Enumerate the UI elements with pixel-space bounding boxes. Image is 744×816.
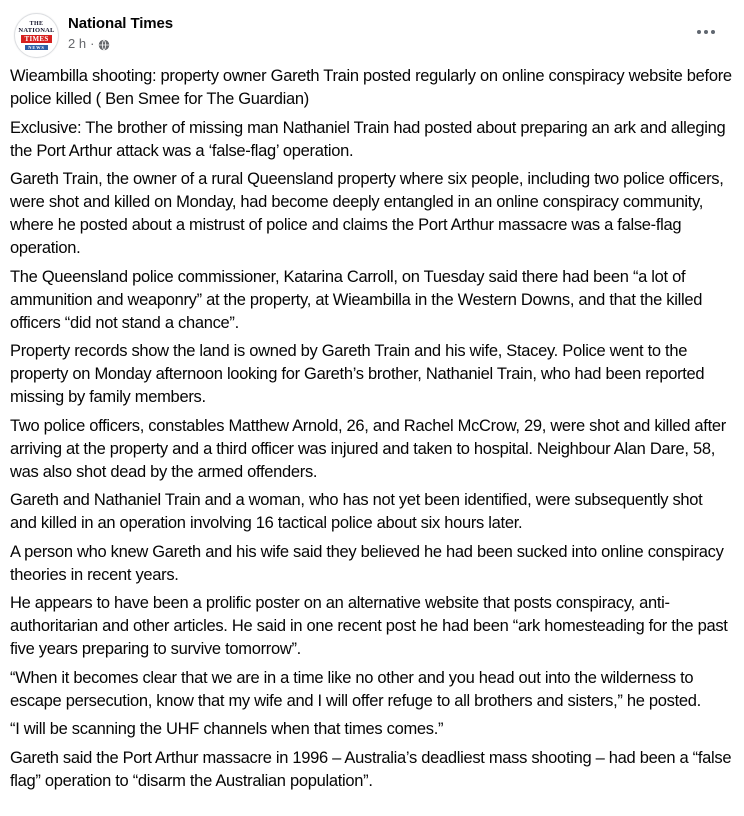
- post-paragraph: Exclusive: The brother of missing man Nathaniel Train had posted about preparing an ark and alleging the Port Arthur attack was a ‘false-flag’ operation.: [10, 118, 726, 160]
- post-text: [0, 64, 744, 793]
- avatar-text-times: TIMES: [21, 35, 51, 43]
- post-paragraph: The Queensland police commissioner, Katarina Carroll, on Tuesday said there had been “a lot of ammunition and weaponry” at the property, at Wieambilla in the Western Downs, and that the killed officers “did not stand a chance”.: [10, 267, 703, 332]
- post-paragraph: Two police officers, constables Matthew Arnold, 26, and Rachel McCrow, 29, were shot and killed after arriving at the property and a third officer was injured and taken to hospital. Neighbour Alan Dare, 58, was also shot dead by the armed offenders.: [10, 416, 726, 481]
- timestamp-row: [68, 36, 173, 52]
- post-paragraph: Gareth and Nathaniel Train and a woman, who has not yet been identified, were subsequently shot and killed in an operation involving 16 tactical police about six hours later.: [10, 491, 703, 532]
- timestamp-separator: ·: [90, 36, 95, 51]
- header-meta: [68, 13, 173, 52]
- post-header: [0, 0, 744, 64]
- post-paragraph: “I will be scanning the UHF channels when that times comes.”: [10, 720, 444, 738]
- globe-icon: [98, 39, 110, 51]
- timestamp-link[interactable]: 2 h: [68, 36, 87, 51]
- post-paragraph: Wieambilla shooting: property owner Gareth Train posted regularly on online conspiracy website before police killed ( Ben Smee for The Guardian): [10, 67, 732, 108]
- post-paragraph: Gareth said the Port Arthur massacre in 1996 – Australia’s deadliest mass shooting – had been a “false flag” operation to “disarm the Australian population”.: [10, 748, 732, 790]
- avatar-text-news: NEWS: [25, 45, 47, 51]
- post-paragraph: A person who knew Gareth and his wife said they believed he had been sucked into online conspiracy theories in recent years.: [10, 542, 724, 584]
- page-avatar[interactable]: [14, 13, 59, 58]
- avatar-text-the: THE: [29, 20, 44, 27]
- more-options-button[interactable]: [690, 18, 722, 46]
- avatar-text-national: NATIONAL: [18, 26, 55, 34]
- post-paragraph: He appears to have been a prolific poster on an alternative website that posts conspiracy, anti-authoritarian and other articles. He said in one recent post he had been “ark homesteading for the past five years preparing to survive tomorrow”.: [10, 594, 728, 658]
- ellipsis-icon: [697, 30, 701, 34]
- post-paragraph: “When it becomes clear that we are in a time like no other and you head out into the wilderness to escape persecution, know that my wife and I will offer refuge to all brothers and sisters,” he posted.: [10, 668, 701, 710]
- page-name-link[interactable]: National Times: [68, 15, 174, 32]
- post-paragraph: Gareth Train, the owner of a rural Queensland property where six people, including two police officers, were shot and killed on Monday, had become deeply entangled in an online conspiracy community, where he posted about a mistrust of police and claims the Port Arthur massacre was a false-flag operation.: [10, 170, 724, 257]
- post-paragraph: Property records show the land is owned by Gareth Train and his wife, Stacey. Police went to the property on Monday afternoon looking for Gareth’s brother, Nathaniel Train, who had been reported missing by family members.: [10, 342, 705, 406]
